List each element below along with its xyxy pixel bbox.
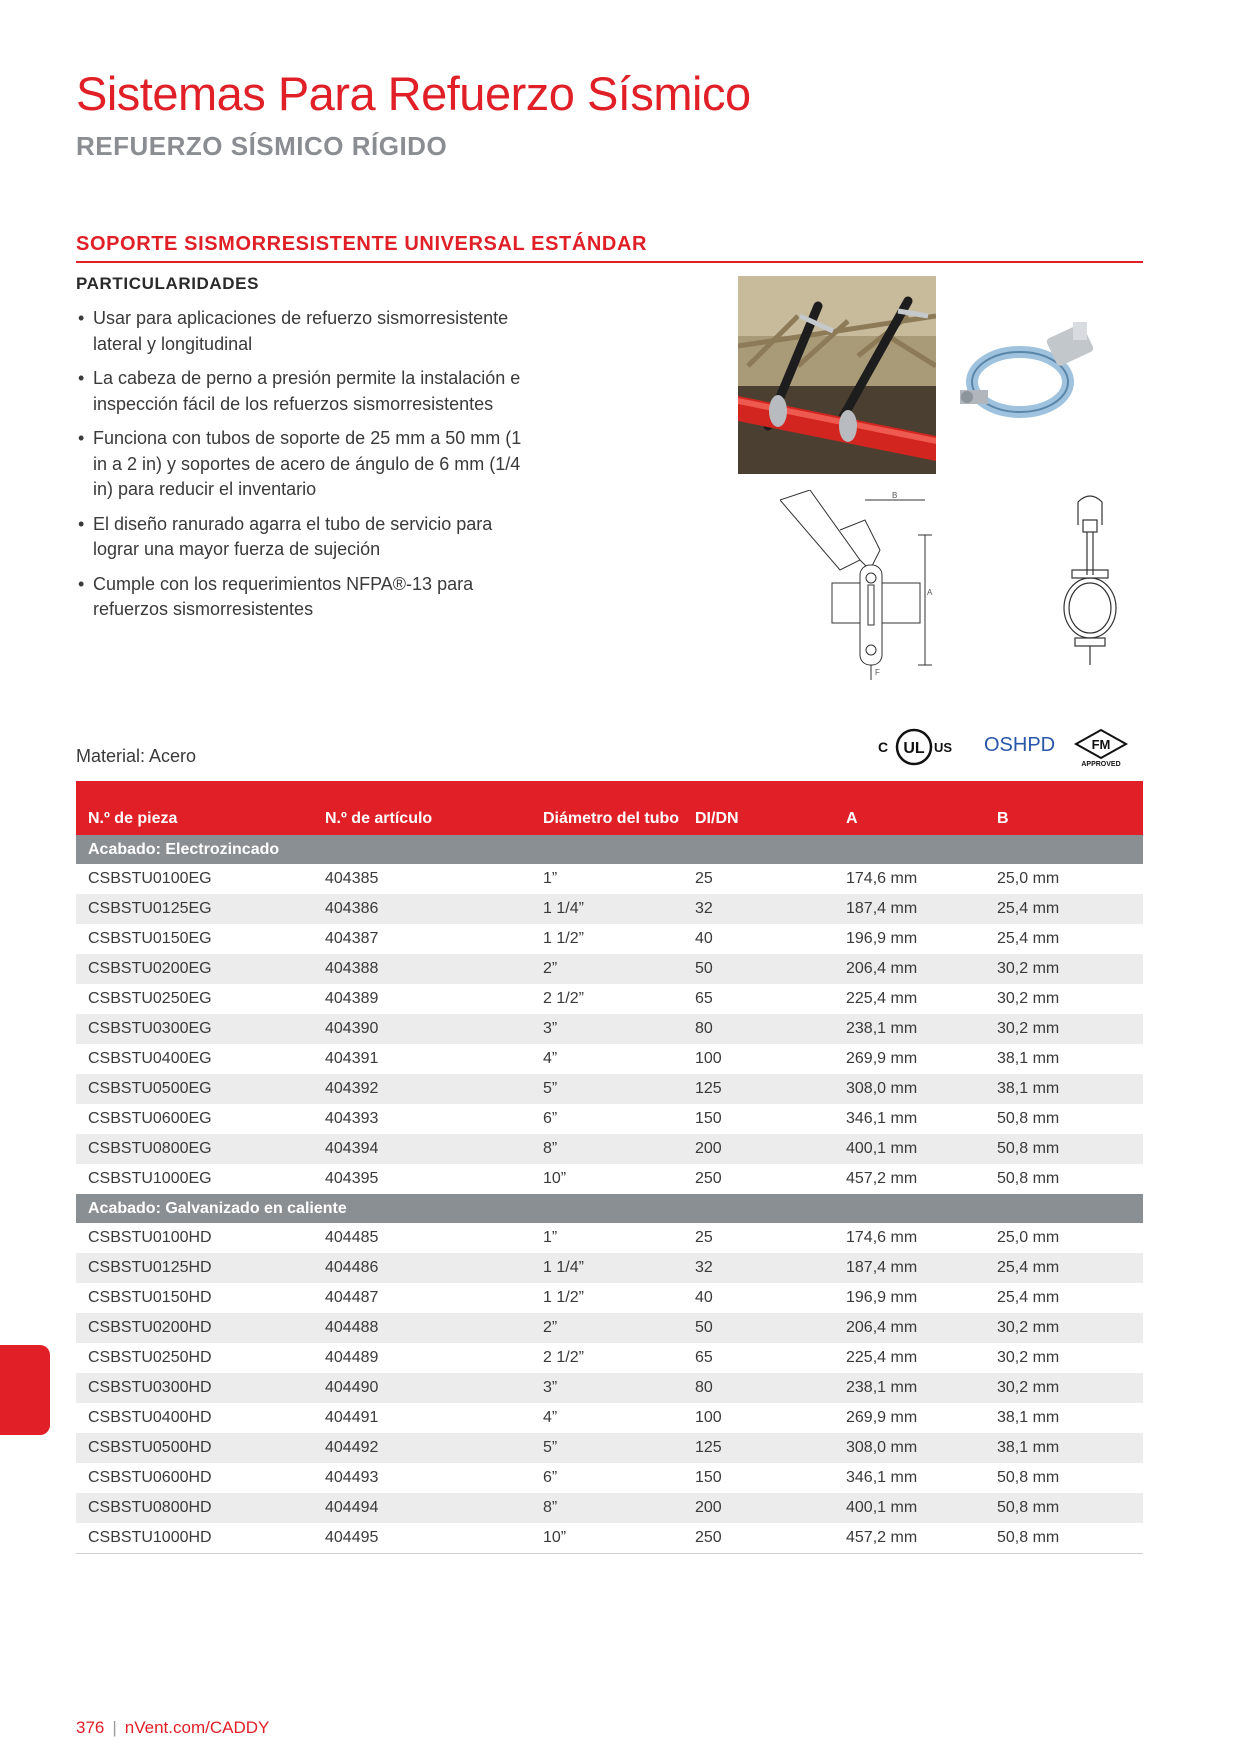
page-subtitle: REFUERZO SÍSMICO RÍGIDO [76,131,448,161]
side-tab-marker [0,1345,50,1435]
table-cell: 38,1 mm [985,1074,1143,1104]
table-cell: 25,0 mm [997,870,1060,887]
table-cell: CSBSTU0300HD [76,1373,313,1403]
column-header: N.º de pieza [76,781,313,835]
table-cell: 6” [543,1110,558,1127]
table-cell: 196,9 mm [846,1289,918,1306]
table-row [76,1283,1143,1313]
table-row [76,1253,1143,1283]
table-row [76,1433,1143,1463]
table-cell: 32 [683,894,834,924]
table-cell: 38,1 mm [997,1409,1060,1426]
table-row [76,894,1143,924]
table-cell: 30,2 mm [985,1014,1143,1044]
table-cell: 250 [683,1523,834,1554]
table-cell: 269,9 mm [846,1409,918,1426]
table-cell: 150 [695,1469,722,1486]
feature-item: • La cabeza de perno a presión permite la instalación e inspección fácil de los refuerzos sismorresistentes [76,366,536,417]
table-cell: 30,2 mm [985,1373,1143,1403]
table-cell: 225,4 mm [846,1349,918,1366]
table-cell: 404487 [325,1289,379,1306]
table-cell: 308,0 mm [834,1433,985,1463]
table-cell: 2” [531,954,683,984]
certification-logos [876,718,1136,768]
fm-approved-label: APPROVED [1081,761,1121,768]
table-cell: 30,2 mm [985,1313,1143,1343]
table-cell: 404388 [313,954,531,984]
table-cell: CSBSTU0100HD [88,1229,212,1246]
table-cell: 404386 [313,894,531,924]
ul-c-label: C [878,739,889,755]
material-note: Material: Acero [76,746,197,766]
table-cell: 238,1 mm [834,1014,985,1044]
dimension-drawing-front [1050,490,1130,685]
dimension-label-a: A [927,588,933,597]
table-cell: CSBSTU0300EG [76,1014,313,1044]
table-cell: 346,1 mm [846,1469,918,1486]
table-cell: 187,4 mm [834,894,985,924]
table-cell: 225,4 mm [846,990,918,1007]
table-cell: CSBSTU0800HD [76,1493,313,1523]
table-cell: 40 [695,930,713,947]
table-cell: 404387 [325,930,379,947]
table-cell: 50,8 mm [997,1110,1060,1127]
table-cell: 50,8 mm [985,1493,1143,1523]
table-row [76,984,1143,1014]
table-cell: 38,1 mm [985,1433,1143,1463]
table-cell: 50,8 mm [985,1523,1143,1554]
table-cell: 10” [543,1170,567,1187]
table-cell: 404395 [325,1170,379,1187]
table-row [76,864,1143,894]
table-cell: 404394 [313,1134,531,1164]
table-row [76,1493,1143,1523]
table-row [76,924,1143,954]
table-cell: 404489 [325,1349,379,1366]
table-cell: 50,8 mm [997,1170,1060,1187]
table-cell: 40 [695,1289,713,1306]
table-cell: 25,4 mm [985,894,1143,924]
feature-item: • El diseño ranurado agarra el tubo de servicio para lograr una mayor fuerza de sujeción [76,512,536,563]
table-cell: 1 1/4” [531,1253,683,1283]
footer-separator: | [112,1718,117,1737]
feature-item: • Usar para aplicaciones de refuerzo sismorresistente lateral y longitudinal [76,306,536,357]
table-cell: 250 [695,1170,722,1187]
table-cell: 50,8 mm [997,1469,1060,1486]
page-footer [76,1718,269,1738]
table-cell: CSBSTU0250EG [88,990,212,1007]
table-cell: 65 [695,1349,713,1366]
table-cell: 404486 [313,1253,531,1283]
table-cell: CSBSTU1000EG [88,1170,212,1187]
table-cell: CSBSTU0800EG [76,1134,313,1164]
ul-us-label: US [934,740,953,755]
ul-mark-label: UL [903,740,925,757]
table-cell: 80 [683,1014,834,1044]
table-header-row [76,781,1143,835]
table-body [76,835,1143,1554]
table-cell: 400,1 mm [834,1134,985,1164]
table-cell: 404494 [313,1493,531,1523]
table-cell: 25 [695,1229,713,1246]
section-title: SOPORTE SISMORRESISTENTE UNIVERSAL ESTÁNDAR [76,233,648,255]
table-cell: 25,4 mm [997,1289,1060,1306]
table-cell: CSBSTU0600EG [88,1110,212,1127]
table-row [76,1074,1143,1104]
table-group-row [76,1194,1143,1223]
table-cell: 404493 [325,1469,379,1486]
table-cell: 25 [695,870,713,887]
dimension-label-f: F [875,668,880,677]
table-cell: 50 [683,954,834,984]
group-label: Acabado: Electrozincado [76,835,1143,864]
column-header: B [985,781,1143,835]
table-cell: 1 1/4” [531,894,683,924]
table-cell: 174,6 mm [846,1229,918,1246]
table-cell: 150 [695,1110,722,1127]
table-cell: 30,2 mm [985,954,1143,984]
table-cell: 404385 [325,870,379,887]
table-cell: 308,0 mm [834,1074,985,1104]
table-cell: CSBSTU0400HD [88,1409,212,1426]
table-cell: 5” [531,1074,683,1104]
table-cell: CSBSTU0125EG [76,894,313,924]
table-cell: 200 [683,1134,834,1164]
table-cell: CSBSTU0400EG [88,1050,212,1067]
table-cell: 125 [683,1433,834,1463]
features-list [76,306,536,632]
clamp-product-image [955,320,1105,430]
table-cell: 238,1 mm [834,1373,985,1403]
dimension-label-b: B [892,491,898,500]
table-cell: 404389 [325,990,379,1007]
table-cell: 38,1 mm [997,1050,1060,1067]
table-row [76,954,1143,984]
table-cell: 1 1/2” [543,1289,584,1306]
table-row [76,1134,1143,1164]
spec-table [76,781,1143,1554]
table-cell: 404393 [325,1110,379,1127]
table-cell: CSBSTU0100EG [88,870,212,887]
table-row [76,1223,1143,1253]
feature-item: • Cumple con los requerimientos NFPA®-13 para refuerzos sismorresistentes [76,572,536,623]
table-cell: 3” [531,1373,683,1403]
table-cell: CSBSTU0200EG [76,954,313,984]
feature-item: • Funciona con tubos de soporte de 25 mm a 50 mm (1 in a 2 in) y soportes de acero de ángulo de 6 mm (1/4 in) para reducir el inventario [76,426,536,503]
table-row [76,1403,1143,1433]
table-cell: 187,4 mm [834,1253,985,1283]
features-heading: PARTICULARIDADES [76,274,260,293]
table-cell: 50,8 mm [985,1134,1143,1164]
table-row [76,1104,1143,1134]
table-cell: 30,2 mm [997,1349,1060,1366]
table-cell: 25,4 mm [985,1253,1143,1283]
table-row [76,1014,1143,1044]
table-cell: 404391 [325,1050,379,1067]
fm-label: FM [1091,737,1111,752]
table-cell: 25,0 mm [997,1229,1060,1246]
table-cell: 50 [683,1313,834,1343]
table-cell: CSBSTU1000HD [76,1523,313,1554]
table-cell: 3” [531,1014,683,1044]
table-cell: CSBSTU0150HD [88,1289,212,1306]
table-cell: 457,2 mm [834,1523,985,1554]
column-header: N.º de artículo [313,781,531,835]
table-cell: 346,1 mm [846,1110,918,1127]
table-cell: 196,9 mm [846,930,918,947]
table-cell: 404485 [325,1229,379,1246]
table-cell: 404488 [313,1313,531,1343]
table-cell: 206,4 mm [834,1313,985,1343]
oshpd-logo: OSHPD [984,734,1056,756]
table-cell: CSBSTU0600HD [88,1469,212,1486]
table-cell: 32 [683,1253,834,1283]
table-cell: 400,1 mm [834,1493,985,1523]
table-cell: 30,2 mm [997,990,1060,1007]
table-cell: 4” [543,1050,558,1067]
installation-photo [738,276,936,474]
table-cell: 5” [531,1433,683,1463]
table-row [76,1523,1143,1554]
table-cell: CSBSTU0200HD [76,1313,313,1343]
footer-site-link[interactable]: nVent.com/CADDY [124,1718,270,1737]
table-cell: 8” [531,1134,683,1164]
page-number: 376 [76,1718,105,1737]
table-cell: 174,6 mm [846,870,918,887]
table-row [76,1044,1143,1074]
table-cell: 6” [543,1469,558,1486]
column-header: A [834,781,985,835]
table-cell: 404390 [313,1014,531,1044]
group-label: Acabado: Galvanizado en caliente [76,1194,1143,1223]
table-cell: 4” [543,1409,558,1426]
table-row [76,1343,1143,1373]
table-cell: 1” [543,1229,558,1246]
table-cell: 25,4 mm [997,930,1060,947]
dimension-drawing-side [780,490,940,685]
table-cell: 2 1/2” [543,990,584,1007]
section-divider [76,261,1143,263]
table-cell: 80 [683,1373,834,1403]
table-cell: 100 [695,1409,722,1426]
table-group-row [76,835,1143,864]
table-cell: 457,2 mm [846,1170,918,1187]
table-cell: 65 [695,990,713,1007]
table-cell: 404495 [313,1523,531,1554]
table-cell: 10” [531,1523,683,1554]
table-cell: 1” [543,870,558,887]
table-cell: CSBSTU0150EG [88,930,212,947]
table-cell: 200 [683,1493,834,1523]
table-cell: 1 1/2” [543,930,584,947]
table-cell: 404392 [313,1074,531,1104]
table-cell: 269,9 mm [846,1050,918,1067]
table-row [76,1164,1143,1194]
table-cell: 404490 [313,1373,531,1403]
table-cell: 404491 [325,1409,379,1426]
table-cell: 8” [531,1493,683,1523]
table-cell: CSBSTU0125HD [76,1253,313,1283]
table-cell: 404492 [313,1433,531,1463]
table-cell: CSBSTU0500HD [76,1433,313,1463]
table-cell: 2 1/2” [543,1349,584,1366]
column-header: DI/DN [683,781,834,835]
table-cell: 125 [683,1074,834,1104]
table-cell: 2” [531,1313,683,1343]
page-title: Sistemas Para Refuerzo Sísmico [76,67,751,120]
table-cell: CSBSTU0250HD [88,1349,212,1366]
table-cell: 206,4 mm [834,954,985,984]
table-cell: CSBSTU0500EG [76,1074,313,1104]
table-row [76,1313,1143,1343]
table-row [76,1373,1143,1403]
table-cell: 100 [695,1050,722,1067]
table-row [76,1463,1143,1493]
column-header: Diámetro del tubo [531,781,683,835]
